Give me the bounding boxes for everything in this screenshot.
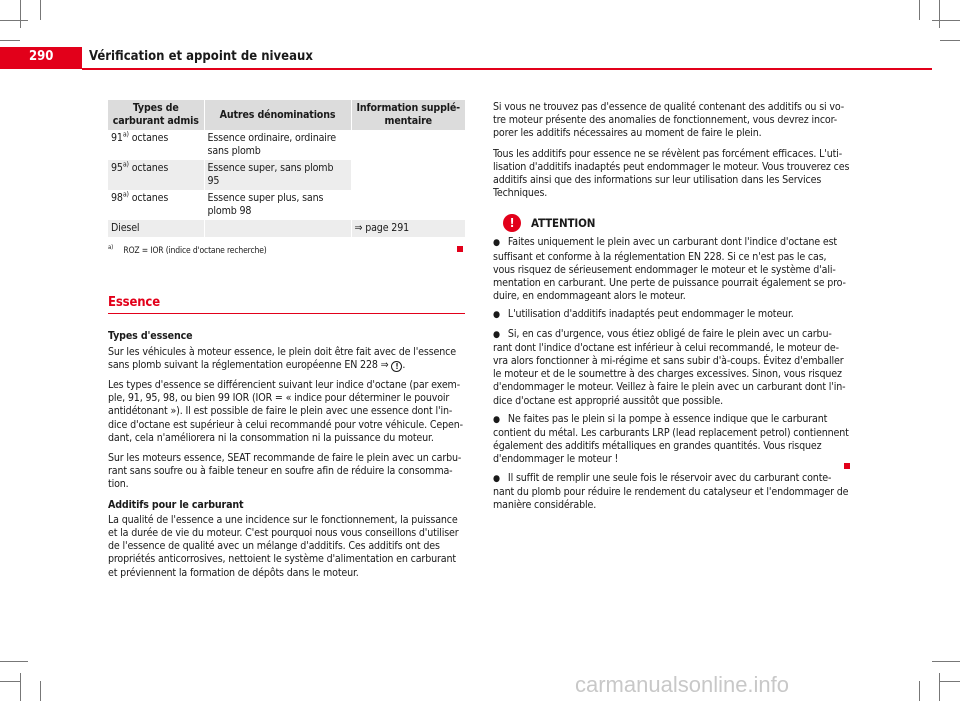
warning-bullet: ● L'utilisation d'additifs inadaptés peut endommager le moteur.: [493, 308, 794, 321]
bullet-icon: ●: [493, 473, 500, 484]
paragraph: Tous les additifs pour essence ne se révèlent pas forcément efficaces. L'uti-lisation d'additifs inadaptés peut endommager le moteur. Vous trouverez ces additifs ainsi que des informations sur leur utilisation dans les Services Techniques.: [493, 147, 850, 200]
paragraph: Les types d'essence se différencient suivant leur indice d'octane (par exem-ple, 91, 95, 98, ou bien 99 IOR (IOR = « indice pour déterminer le pouvoir antidétonant »). Il est possible de faire le plein avec une essence dont l'in-dice d'octane est supérieur à celui recommandé pour votre véhicule. Cepen-dant, cela n'améliorera ni la consommation ni la puissance du moteur.: [108, 379, 463, 444]
crop-mark: [40, 0, 41, 20]
paragraph: Sur les véhicules à moteur essence, le plein doit être fait avec de l'essence sans plomb suivant la réglementation européenne EN 228 ⇒ ! .: [108, 345, 456, 371]
bullet-icon: ●: [493, 329, 500, 340]
table-cell-other: Essence ordinaire, ordinaire sans plomb: [204, 130, 351, 160]
crop-mark: [919, 681, 920, 701]
warning-icon: !: [391, 361, 402, 372]
table-cell-other: Essence super plus, sans plomb 98: [204, 190, 351, 220]
crop-mark: [0, 661, 28, 662]
table-cell-type: Diesel: [108, 220, 204, 237]
paragraph: La qualité de l'essence a une incidence sur le fonctionnement, la puissance et la durée de vie du moteur. C'est pourquoi nous vous conseillons d'utiliser de l'essence de qualité avec un mélange d'additifs. Ces additifs ont des propriétés anticorrosives, nettoient le système d'alimentation en carburant et préviennent la formation de dépôts dans le moteur.: [108, 513, 459, 579]
right-column: [493, 101, 850, 512]
paragraph: Si vous ne trouvez pas d'essence de qualité contenant des additifs ou si vo-tre moteur présente des anomalies de fonctionnement, vous devrez incor-porer les additifs nécessaires au moment de faire le plein.: [493, 101, 845, 140]
warning-bullet: ● Si, en cas d'urgence, vous étiez obligé de faire le plein avec un carbu-rant dont l'indice d'octane est inférieur à celui recommandé, le moteur de-vra alors fonctionner à mi-régime et sans subir d'à-coups. Évitez d'emballer le moteur et de le soumettre à des charges excessives. Sinon, vous risquez d'endommager le moteur. Veillez à faire le plein avec un carburant dont l'in-dice d'octane est approprié aussitôt que possible.: [493, 327, 846, 407]
end-of-section-marker: [844, 463, 850, 469]
table-cell-type: 91$^{a)}$ octanes: [111, 130, 169, 144]
bullet-icon: ●: [493, 414, 500, 425]
table-cell-info: ⇒ page 291: [351, 220, 465, 237]
table-cell-other: [204, 220, 351, 237]
chapter-title: Vérification et appoint de niveaux: [89, 49, 313, 64]
table-row: [108, 130, 465, 160]
crop-mark: [0, 40, 20, 41]
warning-bullet: ● Faites uniquement le plein avec un carburant dont l'indice d'octane est suffisant et conforme à la réglementation EN 228. Si ce n'est pas le cas, vous risquez de sérieusement endommager le moteur et le système d'ali-mentation en carburant. Une perte de puissance pourrait également se pro-duire, en endommageant alors le moteur.: [493, 236, 846, 303]
table-header-cell: Types de carburant admis: [108, 100, 204, 130]
crop-mark: [932, 20, 960, 21]
bullet-icon: ●: [493, 310, 500, 321]
crop-mark: [940, 40, 960, 41]
crop-mark: [939, 673, 940, 701]
footnote-text: ROZ = IOR (indice d'octane recherche): [123, 246, 267, 256]
crop-mark: [0, 681, 20, 682]
header-rule: [82, 68, 932, 70]
warning-title: ATTENTION: [531, 215, 596, 230]
warning-bullet: ● Il suffit de remplir une seule fois le réservoir avec du carburant conte-nant du plomb pour réduire le rendement du catalyseur et l'endommager de manière considérable.: [493, 472, 850, 513]
table-cell-info: [351, 130, 465, 220]
footnote-mark: a): [108, 244, 114, 252]
crop-mark: [939, 0, 940, 28]
warning-bullet: ● Ne faites pas le plein si la pompe à essence indique que le carburant contient du métal. Les carburants LRP (lead replacement petrol) contiennent également des additifs métalliques en grandes quantités. Vous risquez d'endommager le moteur !: [493, 412, 849, 466]
left-column: [108, 100, 465, 580]
fuel-types-table: [108, 100, 465, 237]
crop-mark: [932, 661, 960, 662]
crop-mark: [40, 681, 41, 701]
subsection-title: Additifs pour le carburant: [108, 498, 244, 511]
warning-icon: !: [503, 214, 521, 232]
table-row: [108, 220, 465, 237]
crop-mark: [0, 20, 28, 21]
paragraph: Sur les moteurs essence, SEAT recommande de faire le plein avec un carbu-rant sans soufre ou à faible teneur en soufre afin de réduire la consomma-tion.: [108, 452, 462, 491]
table-footnote: [108, 245, 465, 258]
page-number: 290: [29, 49, 54, 64]
crop-mark: [919, 0, 920, 20]
watermark: carmanualsonline.info: [575, 672, 790, 697]
table-cell-type: 95$^{a)}$ octanes: [108, 160, 204, 190]
table-header-cell: Autres dénominations: [204, 100, 351, 130]
crop-mark: [20, 673, 21, 701]
crop-mark: [20, 0, 21, 28]
end-of-section-marker: [457, 246, 463, 252]
section-title: Essence: [108, 296, 465, 314]
table-cell-type: 98$^{a)}$ octanes: [111, 190, 169, 204]
table-cell-other: Essence super, sans plomb 95: [204, 160, 351, 190]
table-header-cell: Information supplé-mentaire: [351, 100, 465, 130]
table-header-row: [108, 100, 465, 130]
bullet-icon: ●: [493, 238, 500, 249]
subsection-title: Types d'essence: [108, 330, 193, 343]
crop-mark: [940, 681, 960, 682]
warning-header: [493, 214, 850, 232]
